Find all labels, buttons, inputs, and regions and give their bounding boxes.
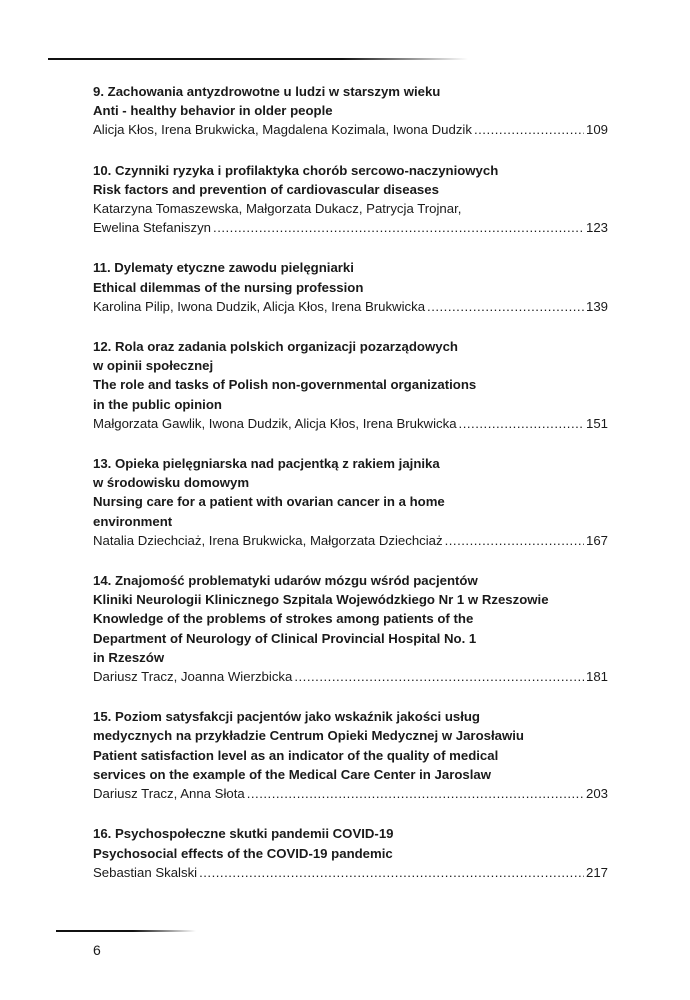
entry-page-number: 167: [585, 532, 608, 548]
page-number: 6: [93, 942, 101, 958]
entry-title-english: services on the example of the Medical Care Center in Jaroslaw: [93, 766, 491, 782]
entry-title-polish: 10. Czynniki ryzyka i profilaktyka chorób sercowo-naczyniowych: [93, 162, 499, 178]
entry-page-number: 139: [585, 298, 608, 314]
entry-title-english: Psychosocial effects of the COVID-19 pandemic: [93, 845, 393, 861]
entry-authors: Katarzyna Tomaszewska, Małgorzata Dukacz, Patrycja Trojnar,: [93, 201, 462, 217]
entry-title-english: in the public opinion: [93, 396, 222, 412]
entry-authors: Natalia Dziechciaż, Irena Brukwicka, Małgorzata Dziechciaż: [93, 532, 443, 548]
dot-leader: [213, 218, 584, 237]
entry-author-line: [93, 414, 608, 433]
toc-entry: [93, 707, 608, 803]
entry-authors: Ewelina Stefaniszyn: [93, 220, 212, 236]
entry-page-number: 217: [585, 864, 608, 880]
entry-authors: Alicja Kłos, Irena Brukwicka, Magdalena Kozimala, Iwona Dudzik: [93, 122, 472, 138]
entry-title-english: Risk factors and prevention of cardiovascular diseases: [93, 181, 439, 197]
entry-page-number: 151: [585, 415, 608, 431]
toc-entry: [93, 454, 608, 550]
dot-leader: [294, 667, 584, 686]
entry-authors: Dariusz Tracz, Anna Słota: [93, 786, 245, 802]
entry-title-polish: 16. Psychospołeczne skutki pandemii COVID-19: [93, 826, 394, 842]
entry-title-polish: Kliniki Neurologii Klinicznego Szpitala Wojewódzkiego Nr 1 w Rzeszowie: [93, 592, 549, 608]
entry-title-polish: 9. Zachowania antyzdrowotne u ludzi w starszym wieku: [93, 84, 441, 99]
entry-title-polish: 13. Opieka pielęgniarska nad pacjentką z rakiem jajnika: [93, 456, 440, 472]
entry-page-number: 109: [585, 122, 608, 138]
entry-page-number: 123: [585, 220, 608, 236]
entry-title-english: The role and tasks of Polish non-governmental organizations: [93, 377, 477, 393]
dot-leader: [199, 863, 584, 882]
entry-author-line: [93, 784, 608, 803]
entry-title-english: Ethical dilemmas of the nursing profession: [93, 279, 364, 295]
dot-leader: [427, 297, 584, 316]
toc-entry: [93, 161, 608, 238]
entry-title-polish: 11. Dylematy etyczne zawodu pielęgniarki: [93, 260, 354, 276]
entry-title-polish: 14. Znajomość problematyki udarów mózgu wśród pacjentów: [93, 573, 478, 589]
entry-title-english: Department of Neurology of Clinical Provincial Hospital No. 1: [93, 630, 477, 646]
toc-entry: [93, 571, 608, 686]
dot-leader: [474, 120, 584, 139]
toc-entry: [93, 258, 608, 316]
header-rule: [48, 58, 468, 60]
toc-entry: [93, 337, 608, 433]
entry-author-line: [93, 531, 608, 550]
entry-title-english: Patient satisfaction level as an indicator of the quality of medical: [93, 747, 499, 763]
dot-leader: [459, 414, 584, 433]
toc-entry: [93, 824, 608, 882]
entry-title-english: Knowledge of the problems of strokes among patients of the: [93, 611, 474, 627]
entry-authors: Małgorzata Gawlik, Iwona Dudzik, Alicja Kłos, Irena Brukwicka: [93, 415, 457, 431]
entry-title-english: in Rzeszów: [93, 649, 165, 665]
entry-title-polish: 12. Rola oraz zadania polskich organizacji pozarządowych: [93, 339, 458, 355]
entry-page-number: 181: [585, 669, 608, 685]
entry-title-polish: w środowisku domowym: [93, 475, 250, 491]
entry-title-english: environment: [93, 513, 173, 529]
entry-author-line: [93, 297, 608, 316]
entry-author-line: [93, 863, 608, 882]
entry-authors: Karolina Pilip, Iwona Dudzik, Alicja Kłos, Irena Brukwicka: [93, 298, 426, 314]
table-of-contents: [93, 82, 608, 903]
dot-leader: [445, 531, 584, 550]
entry-title-english: Nursing care for a patient with ovarian cancer in a home: [93, 494, 445, 510]
entry-author-line: [93, 218, 608, 237]
dot-leader: [247, 784, 584, 803]
entry-author-line: [93, 667, 608, 686]
entry-authors: Dariusz Tracz, Joanna Wierzbicka: [93, 669, 293, 685]
toc-entry: [93, 82, 608, 140]
entry-title-english: Anti - healthy behavior in older people: [93, 103, 333, 119]
entry-author-line: [93, 120, 608, 139]
entry-page-number: 203: [585, 786, 608, 802]
entry-authors: Sebastian Skalski: [93, 864, 198, 880]
entry-title-polish: 15. Poziom satysfakcji pacjentów jako wskaźnik jakości usług: [93, 709, 480, 725]
entry-title-polish: w opinii społecznej: [93, 358, 214, 374]
footer-rule: [56, 930, 196, 932]
entry-title-polish: medycznych na przykładzie Centrum Opieki Medycznej w Jarosławiu: [93, 728, 524, 744]
